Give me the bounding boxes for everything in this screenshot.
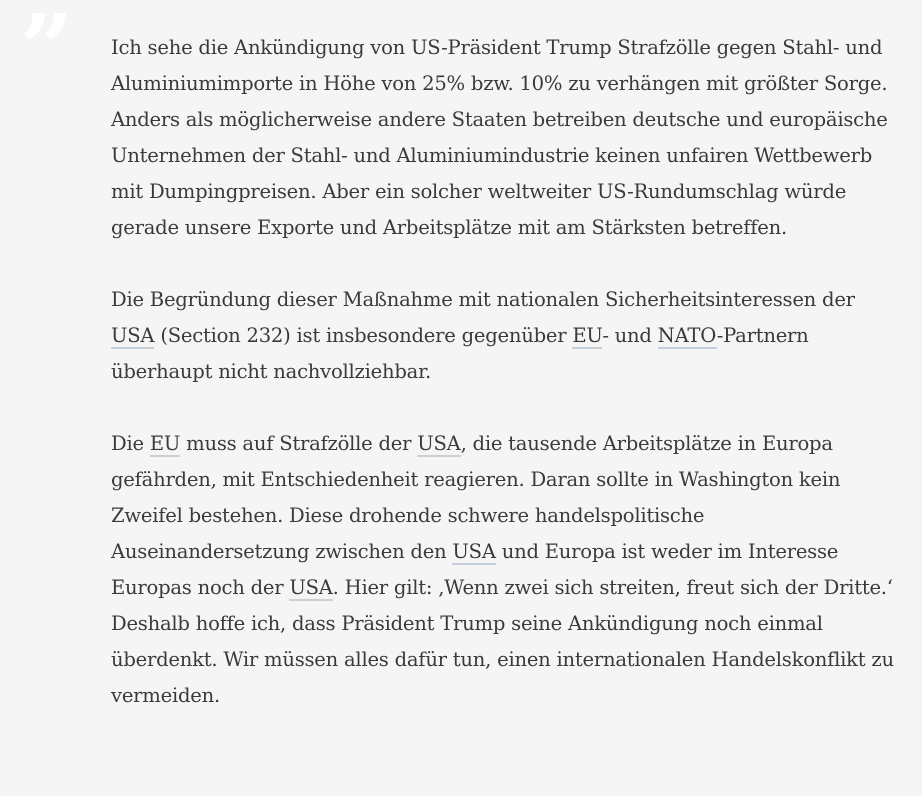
quote-paragraph-3 <box>111 426 901 714</box>
paragraph-text: . Hier gilt: ‚Wenn zwei sich streiten, freut sich der Dritte.‘ Deshalb hoffe ich, dass Präsident Trump seine Ankündigung noch einmal überdenkt. Wir müssen alles dafür tun, einen internationalen Handelskonflikt zu vermeiden. <box>111 576 894 707</box>
paragraph-text: -Partnern überhaupt nicht nachvollziehbar. <box>111 324 809 383</box>
glossary-link-eu[interactable]: EU <box>572 324 603 347</box>
glossary-link-nato[interactable]: NATO <box>657 324 717 347</box>
quote-mark-icon: ” <box>20 0 73 102</box>
paragraph-text: , die tausende Arbeitsplätze in Europa gefährden, mit Entschiedenheit reagieren. Daran sollte in Washington kein Zweifel bestehen. Diese drohende schwere handelspolitische Auseinandersetzung zwischen den <box>111 432 841 563</box>
paragraph-text: - und <box>602 324 658 347</box>
paragraph-text: Ich sehe die Ankündigung von US-Präsident Trump Strafzölle gegen Stahl- und Aluminiumimporte in Höhe von 25% bzw. 10% zu verhängen mit größter Sorge. Anders als möglicherweise andere Staaten betreiben deutsche und europäische Unternehmen der Stahl- und Aluminiumindustrie keinen unfairen Wettbewerb mit Dumpingpreisen. Aber ein solcher weltweiter US-Rundumschlag würde gerade unsere Exporte und Arbeitsplätze mit am Stärksten betreffen. <box>111 36 888 239</box>
glossary-link-usa[interactable]: USA <box>111 324 155 347</box>
glossary-link-usa[interactable]: USA <box>289 576 333 599</box>
quote-paragraph-1 <box>111 30 901 246</box>
glossary-link-eu[interactable]: EU <box>149 432 181 455</box>
glossary-link-usa[interactable]: USA <box>417 432 461 455</box>
paragraph-text: Die Begründung dieser Maßnahme mit nationalen Sicherheitsinteressen der <box>111 288 855 311</box>
paragraph-text: und Europa ist weder im Interesse Europas noch der <box>111 540 839 599</box>
paragraph-text: muss auf Strafzölle der <box>180 432 418 455</box>
paragraph-text: (Section 232) ist insbesondere gegenüber <box>154 324 573 347</box>
quote-paragraph-2 <box>111 282 901 390</box>
quote-body <box>111 30 901 750</box>
paragraph-text: Die <box>111 432 150 455</box>
glossary-link-usa[interactable]: USA <box>452 540 496 563</box>
